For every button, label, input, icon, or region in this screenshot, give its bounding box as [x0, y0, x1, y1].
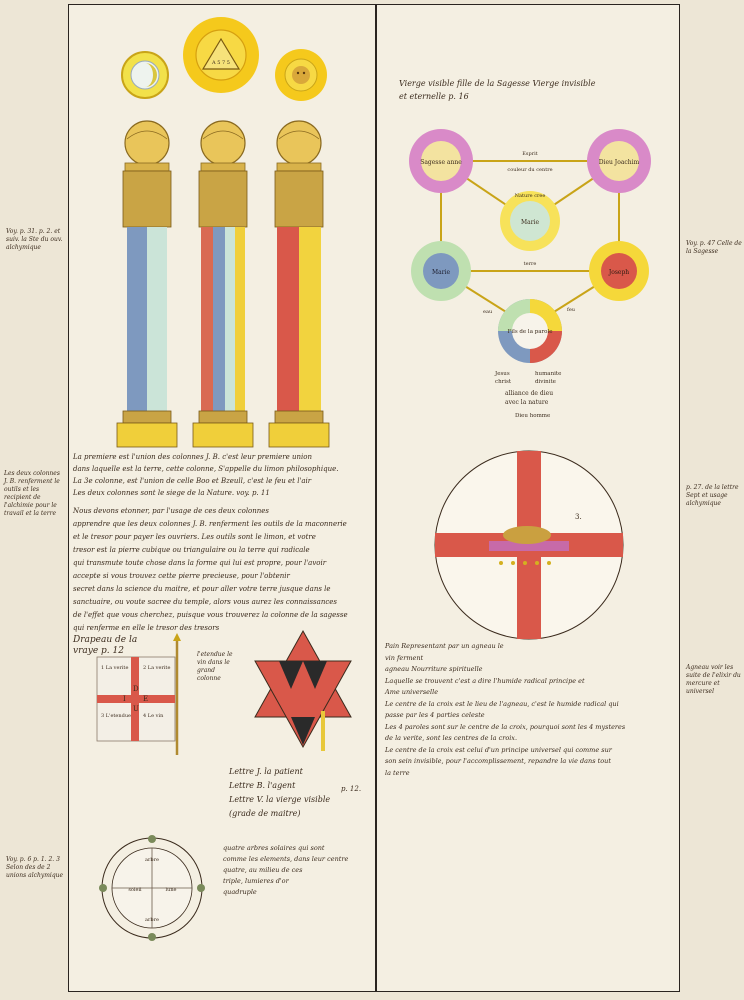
three-pillars	[115, 113, 343, 453]
four-trees-disc	[97, 833, 207, 943]
pillars-caption	[73, 451, 369, 499]
text-line: et le tresor pour payer les ouvriers. Les outils sont le limon, et votre	[73, 533, 316, 541]
text-line: secret dans la science du maitre, et pour aller votre terre jusque dans le	[73, 585, 331, 593]
title-line: et eternelle p. 16	[399, 92, 469, 101]
trees-note	[223, 843, 373, 898]
text-line: apprendre que les deux colonnes J. B. renferment les outils de la maconnerie	[73, 520, 347, 528]
text-line: qui renferme en elle le tresor des tresors	[73, 624, 220, 632]
ring-text: Nature cree	[514, 193, 546, 199]
flag-letter-e: E	[143, 695, 149, 703]
under-bottom-left2: christ	[495, 379, 512, 385]
alliance-line: Dieu homme	[515, 413, 551, 419]
lamb-cross	[429, 445, 629, 645]
circle-label: Dieu Joachim	[598, 159, 640, 166]
note-line: quatre arbres solaires qui sont	[223, 844, 325, 852]
flag-cell-3: 3 L'etendue	[101, 713, 131, 719]
holy-family-diagram	[395, 127, 665, 427]
note-line: quatre, au milieu de ces	[223, 866, 303, 874]
hexagram	[243, 627, 363, 757]
text-line: de l'effet que vous cherchez, puisque vous trouverez la colonne de la sagesse	[73, 611, 348, 619]
note-line: agneau Nourriture spirituelle	[385, 665, 483, 673]
disc-label: lune	[165, 887, 177, 893]
link-label: couleur du centre	[507, 167, 553, 173]
alliance-line: avec la nature	[505, 399, 549, 406]
right-margin-note-lower: Agneau voir les suite de l'elixir du mercure et universel	[686, 664, 741, 695]
note-line: Le centre de la croix est le lieu de l'agneau, c'est le humide radical qui	[385, 699, 619, 708]
disc-label: arbre	[145, 917, 159, 923]
under-bottom-left: Jesus	[495, 371, 510, 377]
note-line: de la verite, sont les centres de la croix.	[385, 734, 518, 742]
pillar-red-white-blue	[193, 121, 253, 447]
right-margin-note-top: Voy. p. 47 Celle de la Sagesse	[686, 240, 742, 255]
circle-label: Sagesse anne	[420, 159, 462, 166]
circle-dieu-joachim	[587, 129, 651, 193]
circle-label: Marie	[520, 219, 540, 226]
link-label: Esprit	[522, 151, 538, 157]
circle-sagesse-anne	[409, 129, 473, 193]
note-line: quadruple	[223, 888, 257, 896]
note-line: Les 4 paroles sont sur le centre de la croix, pourquoi sont les 4 mysteres	[385, 722, 626, 731]
caption-line: dans laquelle est la terre, cette colonne, S'appelle du limon philosophique.	[73, 465, 339, 473]
text-line: tresor est la pierre cubique ou triangulaire ou la terre qui radicale	[73, 546, 310, 554]
left-margin-note-top: Voy. p. 31. p. 2. et suiv. la Ste du ouv. alchymique	[6, 228, 63, 251]
right-margin-note-mid: p. 27. de la lettre Sept et usage alchymique	[686, 484, 739, 507]
note-line: son sein invisible, pour l'accomplissement, repandre la vie dans tout	[385, 757, 611, 765]
letters-legend	[229, 765, 330, 821]
link-label: terre	[523, 261, 537, 267]
circle-fils-parole	[498, 299, 562, 363]
column-divider	[375, 5, 377, 991]
note-line: vin ferment	[385, 653, 424, 662]
letters-ref: p. 12.	[341, 785, 362, 793]
flag-cell-1: 1 La verite	[101, 665, 129, 671]
note-line: Pain Representant par un agneau le	[385, 642, 504, 650]
letter-v: Lettre V. la vierge visible	[229, 795, 331, 804]
circle-marie-left	[411, 241, 471, 301]
note-line: Ame universelle	[385, 688, 439, 696]
disc-label: arbre	[145, 857, 159, 863]
letter-b: Lettre B. l'agent	[229, 781, 296, 790]
letter-j: Lettre J. la patient	[229, 767, 303, 776]
lamb-number: 3.	[575, 513, 582, 521]
link-label: eau	[483, 309, 493, 315]
flag-letter-d: D	[133, 685, 139, 693]
flag-cell-2: 2 La verite	[143, 665, 171, 671]
circle-label: Fils de la parole	[507, 329, 553, 335]
flag-letter-i: I	[123, 695, 126, 703]
right-title	[399, 77, 595, 103]
left-margin-note-bottom: Voy. p. 6 p. 1. 2. 3 Selon des de 2 unions alchymique	[6, 856, 64, 879]
caption-line: La 3e colonne, est l'union de celle Boo et Bzeull, c'est le feu et l'air	[73, 477, 312, 485]
flag-side-note: l'etendue le vin dans le grand colonne	[197, 651, 233, 682]
lamb-notes	[385, 641, 677, 779]
flag-letter-u: U	[133, 705, 139, 713]
triangle-inscription: A 5 7 5	[212, 60, 230, 66]
text-line: sanctuaire, ou voute sacree du temple, alors vous aurez les connaissances	[73, 598, 337, 606]
note-line: triple, lumieres d'or	[223, 877, 289, 885]
caption-line: Les deux colonnes sont le siege de la Nature. voy. p. 11	[73, 489, 270, 497]
sun-face-medallion	[275, 49, 327, 101]
celestial-medallions	[115, 11, 335, 111]
circle-marie-center	[500, 191, 560, 251]
under-bottom-right2: divinite	[535, 379, 556, 385]
note-line: comme les elements, dans leur centre	[223, 855, 349, 863]
circle-label: Joseph	[608, 269, 630, 276]
text-line: accepte si vous trouvez cette pierre precieuse, pour l'obtenir	[73, 572, 290, 580]
alliance-line: alliance de dieu	[505, 390, 554, 397]
circle-joseph	[589, 241, 649, 301]
flag-title-line: vraye p. 12	[73, 646, 124, 656]
sun-triangle-medallion	[183, 17, 259, 93]
left-margin-note-mid: Les deux colonnes J. B. renferment le outils et les recipient de l'alchimie pour le travail et la terre	[4, 470, 60, 517]
manuscript-page	[68, 4, 680, 992]
flag-drawing	[93, 633, 193, 757]
under-bottom-right: humanite	[535, 371, 562, 377]
circle-label: Marie	[431, 269, 451, 276]
text-line: Nous devons etonner, par l'usage de ces deux colonnes	[73, 507, 270, 515]
note-line: la terre	[385, 768, 410, 777]
note-line: passe par les 4 parties celeste	[385, 711, 485, 719]
title-line: Vierge visible fille de la Sagesse Vierge invisible	[399, 79, 596, 88]
disc-label: soleil	[128, 887, 142, 893]
flag-cell-4: 4 Le vin	[143, 713, 164, 719]
note-line: Laquelle se trouvent c'est a dire l'humide radical principe et	[385, 676, 585, 685]
pillar-blue-white	[117, 121, 177, 447]
caption-line: La premiere est l'union des colonnes J. B. c'est leur premiere union	[73, 453, 312, 461]
flag-title-line: Drapeau de la	[73, 635, 138, 645]
note-line: Le centre de la croix est celui d'un principe universel qui comme sur	[385, 745, 612, 754]
letter-grade: (grade de maitre)	[229, 809, 301, 818]
pillars-explanation	[73, 505, 373, 635]
pillar-red-yellow	[269, 121, 329, 447]
link-label: feu	[567, 307, 576, 313]
text-line: qui transmute toute chose dans la forme qui lui est propre, pour l'avoir	[73, 559, 327, 567]
